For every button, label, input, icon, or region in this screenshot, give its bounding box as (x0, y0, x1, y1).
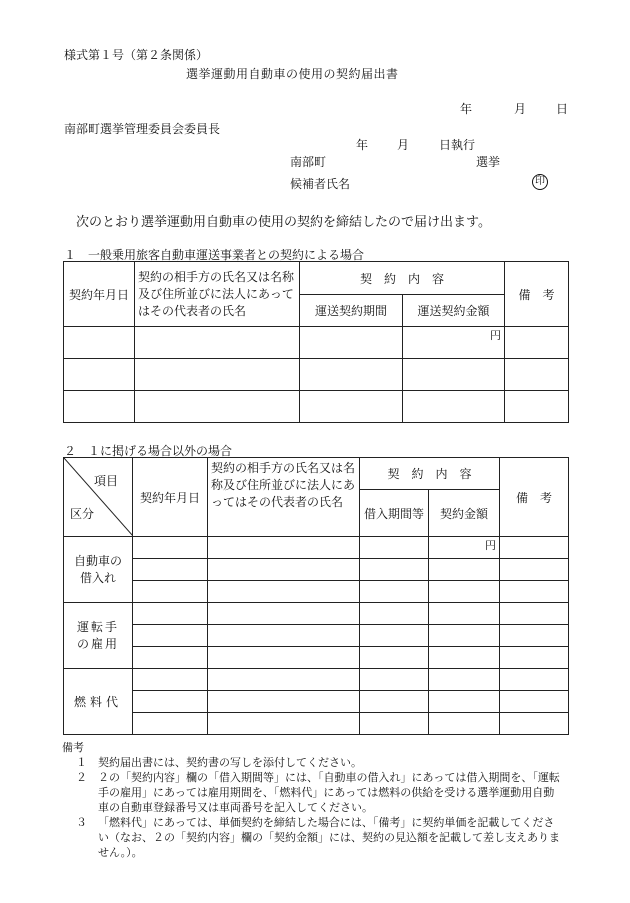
note-text: 契約届出書には、契約書の写しを添付してください。 (98, 756, 362, 769)
diagonal-line (64, 458, 133, 536)
exec-year: 年 (356, 138, 369, 152)
note-number: １ (76, 756, 87, 769)
section1-table (63, 261, 569, 423)
s1-col-remarks: 備 考 (505, 262, 569, 327)
election-label: 選挙 (476, 155, 501, 169)
section2-table (63, 457, 569, 735)
section1-heading: １ 一般乗用旅客自動車運送事業者との契約による場合 (64, 248, 365, 262)
s1-yen[interactable]: 円 (403, 327, 505, 359)
s2-col-contract: 契 約 内 容 (360, 458, 500, 490)
candidate-label: 候補者氏名 (290, 177, 351, 191)
note-text: 「燃料代」にあっては、単価契約を締結した場合には、「備考」に契約単価を記載してください（なお、２の「契約内容」欄の「契約金額」には、契約の見込額を記載して差し支えありません。）。 (98, 816, 560, 859)
s2-yen[interactable]: 円 (429, 537, 500, 559)
notes (64, 740, 564, 860)
table-row (64, 391, 569, 423)
town-label: 南部町 (290, 155, 327, 169)
exec-month: 月 (397, 138, 410, 152)
table-row (64, 669, 569, 691)
date-month: 月 (514, 102, 527, 116)
table-row (64, 647, 569, 669)
s2-col-amount: 契約金額 (429, 490, 500, 537)
s1-col-amount: 運送契約金額 (403, 295, 505, 327)
addressee: 南部町選挙管理委員会委員長 (64, 122, 221, 136)
note-text: ２の「契約内容」欄の「借入期間等」には、「自動車の借入れ」にあっては借入期間を、「運転手の雇用」にあっては雇用期間を、「燃料代」にあっては燃料の供給を受ける選挙運動用自動車の自動車登録番号又は車両番号を記入してください。 (98, 771, 560, 814)
table-row (64, 581, 569, 603)
seal-mark: 印 (532, 174, 548, 190)
form-title: 選挙運動用自動車の使用の契約届出書 (186, 67, 399, 81)
s1-col-date: 契約年月日 (64, 262, 135, 327)
table-row (64, 625, 569, 647)
exec-day: 日執行 (439, 138, 476, 152)
s2-row-fuel: 燃料代 (64, 669, 133, 735)
s2-row-driver: 運転手の雇用 (64, 603, 133, 669)
s2-col-date: 契約年月日 (133, 458, 208, 537)
s2-col-party: 契約の相手方の氏名又は名称及び住所並びに法人にあってはその代表者の氏名 (208, 458, 360, 537)
table-row (64, 603, 569, 625)
note-number: ３ (76, 816, 87, 829)
table-row (64, 537, 569, 559)
note-item (64, 815, 564, 860)
notes-heading: 備考 (62, 741, 84, 754)
table-row (64, 327, 569, 359)
s2-col-remarks: 備 考 (500, 458, 569, 537)
form-number: 様式第１号（第２条関係） (64, 48, 209, 62)
s2-col-period: 借入期間等 (360, 490, 429, 537)
table-row (64, 559, 569, 581)
note-item (64, 770, 564, 815)
statement: 次のとおり選挙運動用自動車の使用の契約を締結したので届け出ます。 (76, 215, 491, 230)
table-row (64, 691, 569, 713)
note-item (64, 755, 564, 770)
table-row (64, 713, 569, 735)
s2-diag-top: 項目 (93, 474, 118, 488)
s2-row-car-rental: 自動車の借入れ (64, 537, 133, 603)
s1-col-party: 契約の相手方の氏名又は名称及び住所並びに法人にあってはその代表者の氏名 (135, 262, 300, 327)
s2-diag-bottom: 区分 (70, 507, 95, 521)
table-row (64, 359, 569, 391)
date-day: 日 (556, 102, 569, 116)
s1-col-period: 運送契約期間 (300, 295, 403, 327)
date-year: 年 (460, 102, 473, 116)
note-number: ２ (76, 771, 87, 784)
section2-heading: ２ １に掲げる場合以外の場合 (64, 444, 233, 458)
s1-col-contract: 契 約 内 容 (300, 262, 505, 295)
s2-diagonal-header (64, 458, 133, 537)
